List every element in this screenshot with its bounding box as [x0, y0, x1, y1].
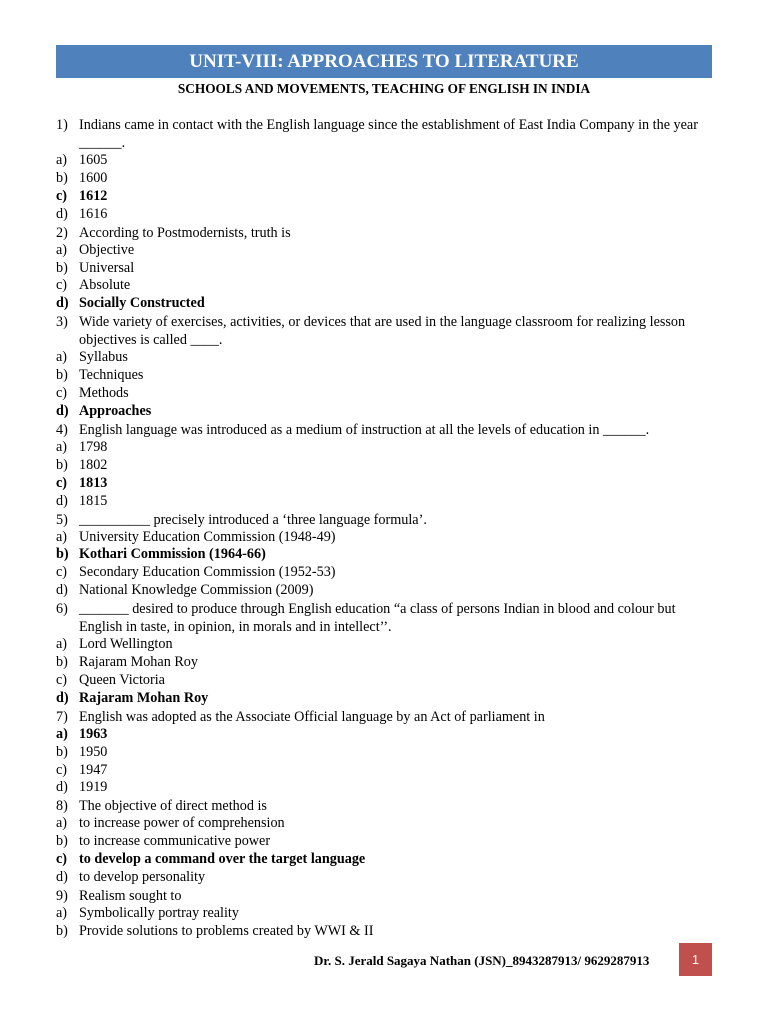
answer-option	[56, 672, 716, 690]
option-letter: b)	[56, 833, 68, 850]
question-item	[56, 116, 716, 224]
answer-options	[56, 905, 716, 941]
option-letter: a)	[56, 438, 68, 455]
option-text: Rajaram Mohan Roy	[79, 689, 209, 706]
answer-option-correct	[56, 851, 716, 869]
answer-option	[56, 493, 716, 511]
answer-option	[56, 636, 716, 654]
option-text: to develop personality	[79, 869, 206, 886]
option-text: Lord Wellington	[79, 636, 173, 653]
question-text	[56, 797, 716, 815]
answer-option	[56, 815, 716, 833]
question-number: 2)	[56, 224, 68, 241]
question-stem: According to Postmodernists, truth is	[79, 224, 291, 241]
answer-options	[56, 242, 716, 314]
option-letter: a)	[56, 636, 68, 653]
question-stem: __________ precisely introduced a ‘three language formula’.	[79, 511, 427, 528]
option-letter: d)	[56, 295, 69, 312]
question-text	[56, 313, 716, 349]
answer-option	[56, 439, 716, 457]
question-stem: The objective of direct method is	[79, 798, 267, 815]
option-text: to increase power of comprehension	[79, 815, 285, 832]
answer-option	[56, 654, 716, 672]
answer-options	[56, 636, 716, 708]
question-text	[56, 600, 716, 636]
answer-option	[56, 206, 716, 224]
option-letter: c)	[56, 671, 68, 688]
option-text: 1815	[79, 492, 108, 509]
answer-option	[56, 529, 716, 547]
answer-option	[56, 869, 716, 887]
answer-option	[56, 170, 716, 188]
option-text: 1600	[79, 169, 108, 186]
question-item	[56, 887, 716, 941]
question-stem: Indians came in contact with the English language since the establishment of East India Company in the year ______.	[79, 117, 698, 151]
question-text	[56, 224, 716, 242]
option-text: Provide solutions to problems created by WWI & II	[79, 922, 374, 939]
answer-option	[56, 582, 716, 600]
option-letter: d)	[56, 402, 69, 419]
option-letter: c)	[56, 564, 68, 581]
option-letter: a)	[56, 725, 68, 742]
option-text: Kothari Commission (1964-66)	[79, 546, 266, 563]
question-item	[56, 708, 716, 798]
answer-option-correct	[56, 403, 716, 421]
answer-options	[56, 726, 716, 798]
question-number: 5)	[56, 511, 68, 528]
question-text	[56, 421, 716, 439]
option-letter: b)	[56, 922, 68, 939]
question-number: 6)	[56, 601, 68, 618]
option-text: Socially Constructed	[79, 295, 205, 312]
option-letter: d)	[56, 205, 68, 222]
option-text: 1616	[79, 205, 108, 222]
section-subtitle: SCHOOLS AND MOVEMENTS, TEACHING OF ENGLISH IN INDIA	[177, 81, 591, 96]
answer-option	[56, 905, 716, 923]
option-letter: c)	[56, 474, 68, 491]
answer-option	[56, 744, 716, 762]
option-text: University Education Commission (1948-49)	[79, 528, 336, 545]
option-letter: d)	[56, 779, 68, 796]
answer-option-correct	[56, 726, 716, 744]
answer-option	[56, 457, 716, 475]
answer-option-correct	[56, 475, 716, 493]
answer-option	[56, 152, 716, 170]
option-text: 1813	[79, 474, 108, 491]
option-letter: b)	[56, 367, 68, 384]
question-text	[56, 708, 716, 726]
option-letter: a)	[56, 815, 68, 832]
option-letter: b)	[56, 456, 68, 473]
option-text: Queen Victoria	[79, 671, 165, 688]
question-item	[56, 511, 716, 601]
question-number: 1)	[56, 117, 68, 133]
footer-author: Dr. S. Jerald Sagaya Nathan (JSN)_8943287913/ 9629287913	[314, 953, 650, 968]
option-letter: d)	[56, 492, 68, 509]
option-text: 1963	[79, 725, 108, 742]
answer-option	[56, 779, 716, 797]
option-text: Approaches	[79, 402, 152, 419]
option-text: 1605	[79, 152, 108, 168]
option-text: Techniques	[79, 367, 144, 384]
option-letter: b)	[56, 259, 68, 276]
option-letter: c)	[56, 277, 68, 294]
question-stem: English was adopted as the Associate Official language by an Act of parliament in	[79, 708, 545, 725]
question-stem: Wide variety of exercises, activities, or devices that are used in the language classroom for realizing lesson objectives is called ____.	[79, 314, 686, 349]
option-text: National Knowledge Commission (2009)	[79, 582, 314, 599]
option-text: to develop a command over the target language	[79, 851, 366, 868]
option-letter: a)	[56, 349, 68, 366]
option-text: Symbolically portray reality	[79, 905, 239, 921]
answer-option-correct	[56, 295, 716, 313]
option-letter: a)	[56, 905, 68, 921]
answer-option-correct	[56, 188, 716, 206]
option-text: 1612	[79, 187, 108, 204]
question-stem: English language was introduced as a medium of instruction at all the levels of education in ______.	[79, 421, 650, 438]
option-letter: c)	[56, 761, 68, 778]
option-letter: a)	[56, 528, 68, 545]
option-text: 1919	[79, 779, 108, 796]
option-letter: a)	[56, 152, 68, 168]
option-text: to increase communicative power	[79, 833, 271, 850]
question-number: 8)	[56, 798, 68, 815]
option-letter: c)	[56, 187, 68, 204]
option-letter: d)	[56, 582, 68, 599]
question-item	[56, 313, 716, 421]
answer-option	[56, 242, 716, 260]
question-item	[56, 797, 716, 887]
answer-options	[56, 815, 716, 887]
question-number: 3)	[56, 314, 68, 331]
option-text: Objective	[79, 241, 135, 258]
answer-option	[56, 564, 716, 582]
answer-option	[56, 349, 716, 367]
question-item	[56, 224, 716, 314]
answer-options	[56, 529, 716, 601]
answer-options	[56, 349, 716, 421]
answer-options	[56, 152, 716, 224]
answer-options	[56, 439, 716, 511]
option-letter: a)	[56, 241, 68, 258]
answer-option	[56, 923, 716, 941]
answer-option-correct	[56, 690, 716, 708]
option-letter: b)	[56, 546, 69, 563]
option-text: 1802	[79, 456, 108, 473]
answer-option	[56, 277, 716, 295]
option-text: Secondary Education Commission (1952-53)	[79, 564, 336, 581]
unit-title-banner: UNIT-VIII: APPROACHES TO LITERATURE	[56, 45, 712, 78]
option-letter: d)	[56, 869, 68, 886]
option-letter: b)	[56, 743, 68, 760]
option-letter: c)	[56, 385, 68, 402]
question-item	[56, 421, 716, 511]
option-text: Absolute	[79, 277, 131, 294]
question-stem: Realism sought to	[79, 888, 182, 904]
question-list	[56, 116, 716, 941]
option-text: Methods	[79, 385, 129, 402]
option-letter: b)	[56, 654, 68, 671]
answer-option	[56, 385, 716, 403]
option-letter: b)	[56, 169, 68, 186]
question-number: 4)	[56, 421, 68, 438]
option-letter: c)	[56, 851, 68, 868]
answer-option	[56, 833, 716, 851]
option-text: Rajaram Mohan Roy	[79, 654, 198, 671]
answer-option-correct	[56, 546, 716, 564]
question-number: 9)	[56, 888, 68, 904]
option-text: 1947	[79, 761, 108, 778]
question-text	[56, 887, 716, 905]
option-text: 1950	[79, 743, 108, 760]
question-text	[56, 511, 716, 529]
answer-option	[56, 367, 716, 385]
answer-option	[56, 260, 716, 278]
option-text: 1798	[79, 438, 108, 455]
answer-option	[56, 762, 716, 780]
option-text: Universal	[79, 259, 135, 276]
question-stem: _______ desired to produce through English education “a class of persons Indian in blood and colour but English in taste, in opinion, in morals and in intellect’’.	[79, 601, 676, 636]
question-text	[56, 116, 716, 152]
question-item	[56, 600, 716, 708]
question-number: 7)	[56, 708, 68, 725]
page-number: 1	[679, 943, 712, 976]
option-text: Syllabus	[79, 349, 128, 366]
option-letter: d)	[56, 689, 69, 706]
